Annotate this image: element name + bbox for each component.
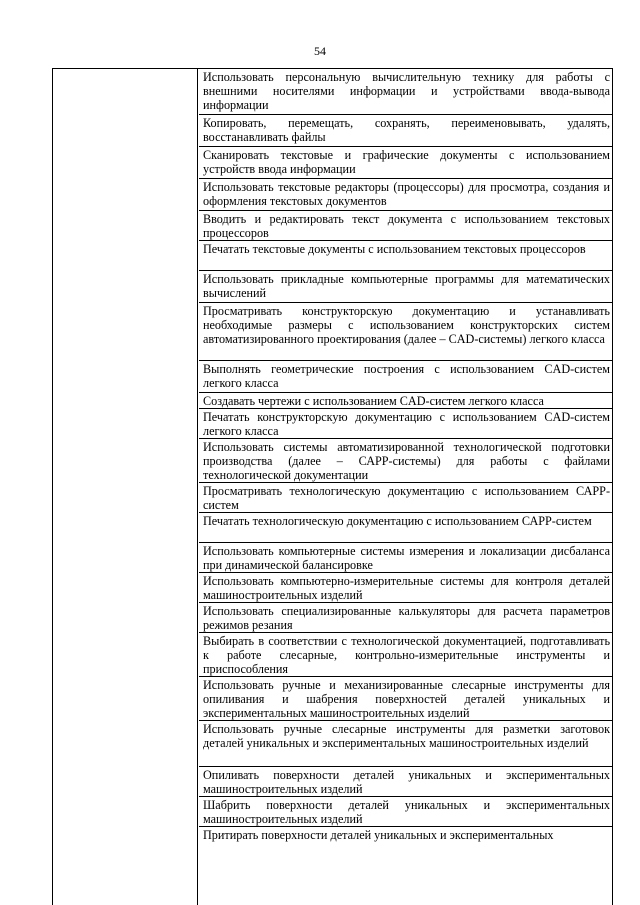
table-row [199, 573, 612, 603]
table-row [199, 543, 612, 573]
row-text: Шабрить поверхности деталей уникальных и экспериментальных машиностроительных изделий [203, 798, 610, 826]
table-left-column [53, 69, 198, 905]
table-row [199, 603, 612, 633]
table-row [199, 69, 612, 115]
table-row [199, 767, 612, 797]
table-row [199, 271, 612, 303]
page-number: 54 [314, 44, 326, 58]
row-text: Просматривать технологическую документацию с использованием САPP-систем [203, 484, 610, 512]
table-rows [199, 69, 612, 847]
row-text: Использовать текстовые редакторы (процессоры) для просмотра, создания и оформления текстовых документов [203, 180, 610, 208]
table-row [199, 361, 612, 393]
table-row [199, 303, 612, 361]
row-text: Создавать чертежи с использованием CAD-систем легкого класса [203, 394, 544, 408]
table-row [199, 721, 612, 767]
row-text: Сканировать текстовые и графические документы с использованием устройств ввода информации [203, 148, 610, 176]
row-text: Копировать, перемещать, сохранять, переименовывать, удалять, восстанавливать файлы [203, 116, 610, 144]
skills-table [52, 68, 613, 905]
table-row [199, 677, 612, 721]
row-text: Выполнять геометрические построения с использованием CAD-систем легкого класса [203, 362, 610, 390]
table-row [199, 827, 612, 847]
table-row [199, 439, 612, 483]
table-row [199, 409, 612, 439]
row-text: Просматривать конструкторскую документацию и устанавливать необходимые размеры с использованием конструкторских систем автоматизированного проектирования (далее – CAD-системы) легкого класса [203, 304, 610, 346]
row-text: Использовать ручные слесарные инструменты для разметки заготовок деталей уникальных и экспериментальных машиностроительных изделий [203, 722, 610, 750]
row-text: Использовать компьютерно-измерительные системы для контроля деталей машиностроительных изделий [203, 574, 610, 602]
row-text: Вводить и редактировать текст документа с использованием текстовых процессоров [203, 212, 610, 240]
table-row [199, 513, 612, 543]
table-row [199, 393, 612, 409]
row-text: Использовать персональную вычислительную технику для работы с внешними носителями информации и устройствами ввода-вывода информации [203, 70, 610, 112]
table-row [199, 797, 612, 827]
table-row [199, 147, 612, 179]
row-text: Использовать ручные и механизированные слесарные инструменты для опиливания и шабрения поверхностей деталей уникальных и экспериментальных машиностроительных изделий [203, 678, 610, 720]
table-row [199, 179, 612, 211]
row-text: Использовать компьютерные системы измерения и локализации дисбаланса при динамической балансировке [203, 544, 610, 572]
row-text: Печатать текстовые документы с использованием текстовых процессоров [203, 242, 586, 256]
row-text: Притирать поверхности деталей уникальных и экспериментальных [203, 828, 554, 842]
table-row [199, 483, 612, 513]
row-text: Опиливать поверхности деталей уникальных и экспериментальных машиностроительных изделий [203, 768, 610, 796]
table-row [199, 115, 612, 147]
row-text: Использовать прикладные компьютерные программы для математических вычислений [203, 272, 610, 300]
row-text: Использовать системы автоматизированной технологической подготовки производства (далее – САPP-системы) для работы с файлами технологической документации [203, 440, 610, 482]
table-row [199, 211, 612, 241]
row-text: Использовать специализированные калькуляторы для расчета параметров режимов резания [203, 604, 610, 632]
row-text: Печатать конструкторскую документацию с использованием CAD-систем легкого класса [203, 410, 610, 438]
row-text: Печатать технологическую документацию с использованием САPP-систем [203, 514, 592, 528]
table-row [199, 633, 612, 677]
row-text: Выбирать в соответствии с технологической документацией, подготавливать к работе слесарные, контрольно-измерительные инструменты и приспособления [203, 634, 610, 676]
table-row [199, 241, 612, 271]
